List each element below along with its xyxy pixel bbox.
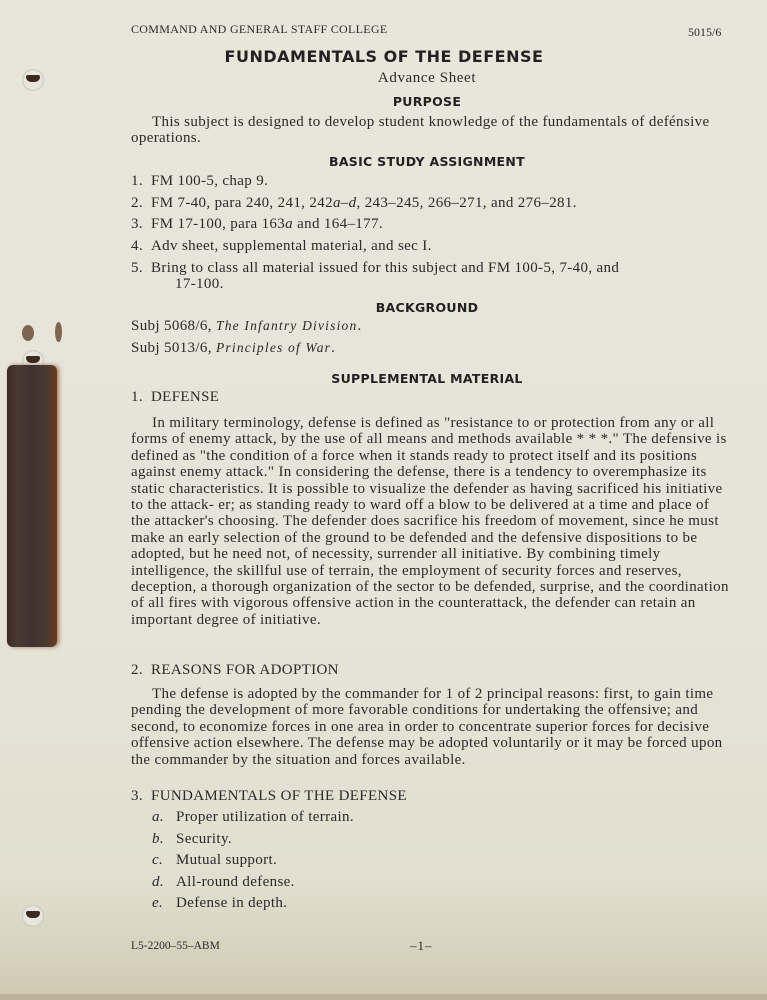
item-label: a. (152, 809, 164, 825)
defense-paragraph: In military terminology, defense is defined as "resistance to or protection from any or all forms of enemy attack, by the use of all means and methods available * * *." The defensive is defined as "the condition of a force when it stands ready to protect itself and its positions against enemy attack." In considering the defense, there is a tendency to overemphasize its static characteristics. It is possible to visualize the defender as having sacrificed his initiative to the attack- er; as standing ready to ward off a blow to be delivered at a time and place of the attacker's choosing. The defender does sacrifice his freedom of movement, since he must make an early selection of the ground to be defended and the defensive dispositions to be adopted, but he need not, of necessity, surrender all initiative. By combining timely intelligence, the skillful use of terrain, the employment of security forces and reserves, deception, a thorough organization of the sector to be defended, surprise, and the coordination of all fires with vigorous offensive action in the counterattack, the defender can retain an important degree of initiative. (131, 415, 729, 628)
item-label: d. (152, 874, 164, 890)
purpose-heading: PURPOSE (392, 94, 462, 109)
institution-header: COMMAND AND GENERAL STAFF COLLEGE (131, 22, 388, 36)
assignment-item (131, 260, 619, 277)
fundamental-item (152, 809, 354, 826)
binder-clip (7, 365, 57, 647)
section-title: FUNDAMENTALS OF THE DEFENSE (151, 788, 407, 804)
item-text-italic: a (285, 216, 293, 232)
item-text: and 164–177. (293, 216, 383, 232)
fundamental-item (152, 831, 232, 848)
punctuation: . (331, 340, 336, 356)
section-heading-defense (131, 389, 219, 406)
assignment-item (131, 216, 383, 233)
item-text: Bring to class all material issued for this subject and FM 100-5, 7-40, and (151, 260, 620, 276)
section-number: 2. (131, 662, 143, 678)
item-text: Adv sheet, supplemental material, and sec I. (151, 238, 432, 254)
item-number: 5. (131, 260, 143, 276)
supplemental-heading: SUPPLEMENTAL MATERIAL (331, 371, 523, 386)
subject-ref: Subj 5068/6, (131, 318, 216, 334)
item-label: c. (152, 852, 164, 868)
punch-hole-bottom (22, 905, 44, 927)
subject-title: The Infantry Division (215, 318, 358, 333)
item-number: 4. (131, 238, 143, 254)
item-text: Mutual support. (176, 852, 278, 868)
purpose-text: This subject is designed to develop student knowledge of the fundamentals of defénsive operations. (131, 114, 710, 147)
document-subtitle: Advance Sheet (377, 70, 477, 86)
background-item (131, 318, 362, 335)
subject-ref: Subj 5013/6, (131, 340, 216, 356)
item-text: FM 7-40, para 240, 241, 242 (151, 195, 333, 211)
reasons-paragraph: The defense is adopted by the commander for 1 of 2 principal reasons: first, to gain time pending the development of more favorable conditions for undertaking the offensive; and second, to economize forces in one area in order to concentrate superior forces for decisive offensive action elsewhere. The defense may be adopted voluntarily or it may be forced upon the commander by the situation and forces available. (131, 686, 723, 768)
fundamental-item (152, 852, 277, 869)
section-heading-reasons (131, 662, 339, 679)
item-text: All-round defense. (176, 874, 295, 890)
section-heading-fundamentals (131, 788, 407, 805)
item-text-italic: a–d (332, 195, 357, 211)
background-heading: BACKGROUND (375, 300, 479, 315)
assignment-item (131, 195, 577, 212)
item-text: FM 17-100, para 163 (151, 216, 286, 232)
item-text: , 243–245, 266–271, and 276–281. (356, 195, 577, 211)
item-text: Defense in depth. (176, 895, 288, 911)
item-label: e. (152, 895, 164, 911)
study-assignment-heading: BASIC STUDY ASSIGNMENT (329, 154, 525, 169)
section-number: 1. (131, 389, 143, 405)
punctuation: . (357, 318, 362, 334)
item-text: FM 100-5, chap 9. (151, 173, 269, 189)
footer-code: L5-2200–55–ABM (131, 940, 220, 952)
page-number: –1– (410, 938, 433, 953)
assignment-item (131, 173, 268, 190)
section-title: DEFENSE (151, 389, 220, 405)
fundamental-item (152, 874, 295, 891)
section-number: 3. (131, 788, 143, 804)
document-title: FUNDAMENTALS OF THE DEFENSE (224, 47, 544, 66)
item-number: 3. (131, 216, 143, 232)
item-number: 2. (131, 195, 143, 211)
assignment-item-continuation: 17-100. (175, 276, 224, 292)
rust-stain (22, 325, 34, 341)
item-number: 1. (131, 173, 143, 189)
subject-title: Principles of War (215, 340, 332, 355)
rust-stain (55, 322, 62, 342)
section-title: REASONS FOR ADOPTION (151, 662, 339, 678)
item-text: Proper utilization of terrain. (176, 809, 354, 825)
document-number: 5015/6 (688, 25, 722, 39)
background-item (131, 340, 335, 357)
item-text: Security. (176, 831, 232, 847)
assignment-item (131, 238, 432, 255)
item-label: b. (152, 831, 164, 847)
fundamental-item (152, 895, 287, 912)
